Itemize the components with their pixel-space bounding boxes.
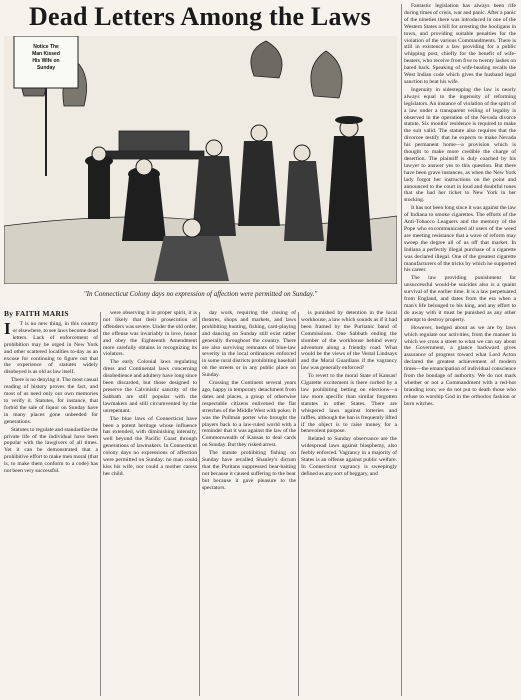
column-rule [199,312,200,696]
column-4 [301,310,397,696]
column-rule [298,312,299,696]
column-2 [103,310,197,696]
column-rule [100,312,101,696]
column-1 [4,321,98,696]
paragraph: Related to Sunday observance are the widespread laws against blasphemy, also feebly enforced. Vagrancy in a majority of States is an offense against public welfare. In Connecticut vagrancy is sweepingly defined as any sort of beggary, and [301,436,397,477]
illustration-caption: "In Connecticut Colony days no expression of affection were permitted on Sunday." [83,290,318,298]
paragraph: The statute prohibiting fishing on Sunday have recalled Shanley's dictum that the Puritans suppressed bear-baiting not because it caused suffering to the bear but because it gave pleasure to the spectators. [202,450,296,491]
column-rule [401,4,402,696]
illustration [4,36,397,284]
drop-cap: I [4,321,11,338]
paragraph: Ingenuity in sidestepping the law is nearly always equal to the ingenuity of reforming legislators. An instance of violation of the spirit of a law under a transparent veiling of legality is observed in the operation of the Nevada divorce statute. Six months' residence is required to make the suit valid. The statute also requires that the divorcee testify that he expects to make Nevada his permanent home—a provision which is thought to make more credible the charge of desertion. The plaintiff is duly coached by his lawyer to answer yes to this question. But there have been grave instances, as when the New York lady forgot her instructions on the point and announced to the court in loud and doubtful tones that she had her ticket to New York in her stocking. [404,86,516,204]
sign-text: Notice The Man Kissed His Wife on Sunday [32,44,60,71]
paragraph: Fantastic legislation has always been rife during times of crisis, war and panic. After a panic of the nineties there was introduced in one of the Western States a bill for arresting the hooligans in town, and providing suitable penalties for the violation of the various Commandments. There is still in existence a law providing for a public whipping post, chiefly for the benefit of wife-beaters, who receive from five to twenty lashes on bared back. Speaking of wife-beating recalls the West Indian code which gives the husband legal sanction to beat his wife. [404,3,516,85]
article-headline: Dead Letters Among the Laws [29,2,371,31]
paragraph: is punished by detention in the local workhouse, a law which sounds as if it had been framed by the Puritanic band of Commissions. One Sabbath ending the slumber of the workhouse behind every adventure along a friendly road. What would be the views of the Vestal Lindsays and the Moral Guardians if the vagrancy law was generally enforced? [301,310,397,372]
paragraph: It has not been long since it was against the law of Indiana to smoke cigarettes. The efforts of the Anti-Tobacco Leaguers and the memory of the Pope who excommunicated all users of the weed are meeting resistance that a wave of reform may sweep the degree all of us off that market. In Indiana a perfectly illegal purchase of a cigarette was declared illegal. One of the greatest cigarette manufacturers of the tricks by which he supported his career. [404,205,516,274]
paragraph: However, hedged about as we are by laws which regulate our activities, from the manner in which we cross a street to what we can say about the Government, a glance backward gives assurance of progress toward what Lord Acton declared the greatest achievement of modern times—the emancipation of individual conscience from the bondage of authority. We do not mark whether or not a Commandment with a red-hot branding iron; we do not put to death those who refuse to worship God in the orthodox fashion or burn witches. [404,324,516,407]
paragraph: were observing it in proper spirit, it is not likely that their prosecution of offenders was severe. Under the old order, the offense was invariably in love, honor and obey the Eighteenth Amendment more carefully obtains in recognizing its violators. [103,310,197,358]
paragraph: To revert to the moral State of Kansas! Cigarette excitement is there curbed by a law prohibiting betting on elections—a law more specific than similar forgotten statutes in other States. There are whispered laws against lotteries and raffles, although the ban is frequently lifted if the object is to raise money for a benevolent purpose. [301,373,397,435]
paragraph: Statutes to regulate and standardize the private life of the individual have been popular with the lawgivers of all times. Yet it can be demonstrated that a prohibitive effort to make men moral (that is, to make them conform to a code) has not been very successful. [4,426,98,475]
paragraph: Crossing the Continent several years ago, happy in temporary detachment from dates and places, a group of otherwise respectable citizens enlivened the flat stretches of the Middle West with poker. It was the Pullman porter who brought the players back to a law-ruled world with a reminder that it was against the law of the Commonwealth of Kansas to deal cards on Sunday. But they risked arrest. [202,380,296,449]
paragraph: T is no new thing, in this country or elsewhere, to see laws become dead letters. Lack of enforcement of prohibition may be urged in New York and other scattered localities to-day as an excuse for continuing to figure out that the experience of statutes widely disobeyed is as old as law itself. [4,321,98,376]
paragraph: The early Colonial laws regulating dress and Continental laws concerning disobedience and adultery have long since been discarded, but those designed to preserve the Calvinistic sanctity of the Sabbath are still popular with the lawmakers and still circumvented by the unrepentant. [103,359,197,414]
column-5 [404,3,516,696]
paragraph: day work, requiring the closing of theatres, shops and markets, and laws prohibiting hunting, fishing, card-playing and dancing on Sunday still exist rather generally throughout the country. There are also surviving remnants of blue-law severity in the local ordinances enforced in some rural districts prohibiting baseball on the streets or in any public place on Sunday. [202,310,296,379]
byline: By FAITH MARIS [4,309,69,318]
column-3 [202,310,296,696]
paragraph: The law providing punishment for unsuccessful would-be suicides also is a quaint survival of the earlier time. It is a law perpetuated from England, and dates from the era when a man's life belonged to his king, and any effort to do away with it must be punished as any other attempt to destroy property. [404,275,516,323]
paragraph: There is no denying it. The most casual reading of history proves the fact, and most of us need only our own memories to verify it. Statutes, for instance, that forbid the sale of liquor on Sunday have in many places gone unheeded for generations. [4,377,98,425]
paragraph: The blue laws of Connecticut have been a potent heritage whose influence has extended, with diminishing intensity, well beyond the Pacific Coast through generations of lawmakers. In Connecticut colony days no expressions of affection were permitted on Sunday: no man could kiss his wife, nor could a mother caress her child. [103,415,197,477]
